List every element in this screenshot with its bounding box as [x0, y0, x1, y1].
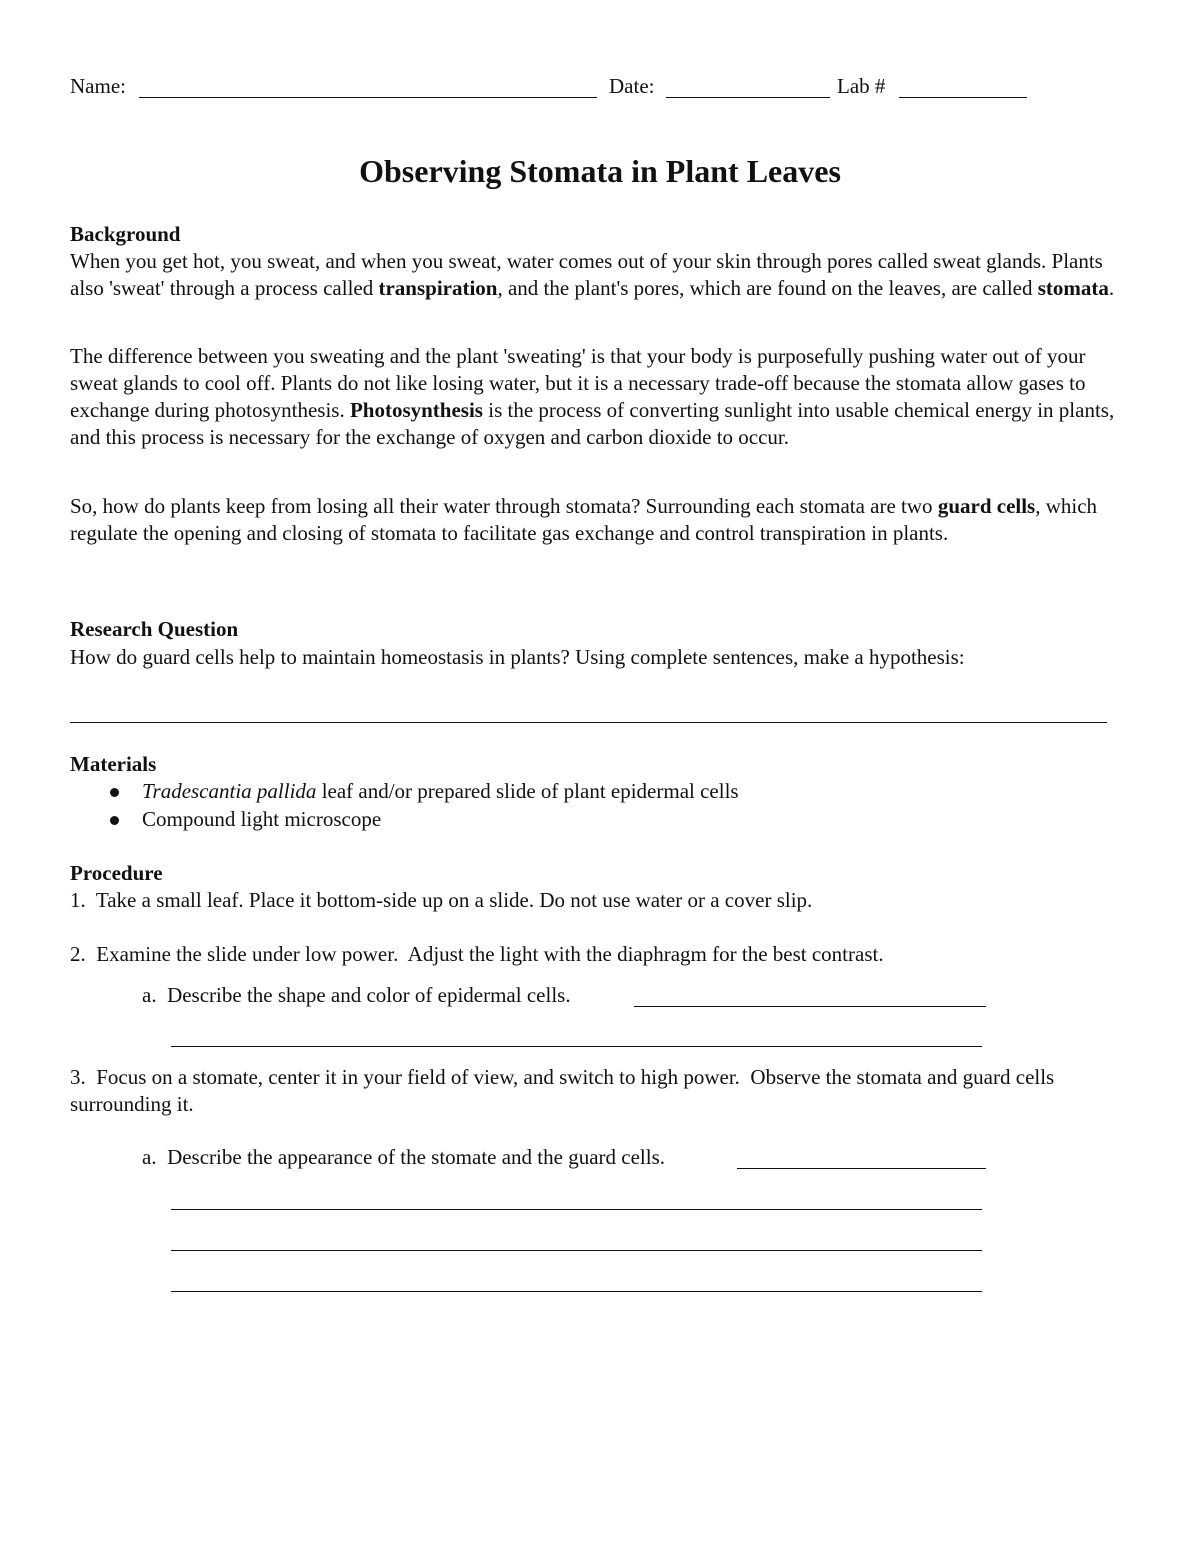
text-run: leaf and/or prepared slide of plant epidermal cells	[316, 779, 739, 803]
background-paragraph-1	[70, 248, 1130, 302]
background-heading: Background	[70, 222, 181, 246]
step-3a-answer-line[interactable]	[737, 1168, 986, 1169]
step-2a-answer-line[interactable]	[171, 1046, 982, 1047]
step-3a-answer-line[interactable]	[171, 1291, 982, 1292]
text-run: .	[1108, 276, 1115, 300]
date-label: Date:	[609, 74, 655, 98]
procedure-step-3a: a. Describe the appearance of the stomate and the guard cells.	[142, 1145, 666, 1169]
page-title: Observing Stomata in Plant Leaves	[359, 153, 841, 189]
procedure-step-2: 2. Examine the slide under low power. Adjust the light with the diaphragm for the best contrast.	[70, 942, 884, 966]
text-run: , which regulate the opening and closing of stomata to facilitate gas exchange and control transpiration in plants.	[70, 494, 1098, 545]
materials-item-microscope: Compound light microscope	[142, 807, 382, 831]
text-run: is the process of converting sunlight into usable chemical energy in plants, and this process is necessary for the exchange of oxygen and carbon dioxide to occur.	[70, 398, 1115, 449]
term-photosynthesis: Photosynthesis	[349, 398, 483, 422]
procedure-heading: Procedure	[70, 861, 163, 885]
procedure-step-3: 3. Focus on a stomate, center it in your field of view, and switch to high power. Observe the stomata and guard cells surrounding it.	[70, 1065, 1060, 1116]
bullet-icon	[110, 816, 119, 825]
term-stomata: stomata	[1037, 276, 1109, 300]
date-field[interactable]	[666, 97, 830, 98]
bullet-icon	[110, 788, 119, 797]
step-2a-answer-line[interactable]	[634, 1006, 986, 1007]
step-3a-answer-line[interactable]	[171, 1250, 982, 1251]
term-transpiration: transpiration	[378, 276, 498, 300]
name-field[interactable]	[139, 97, 597, 98]
background-paragraph-3	[70, 493, 1130, 547]
term-guard-cells: guard cells	[937, 494, 1036, 518]
text-run: The difference between you sweating and the plant 'sweating' is that your body is purposefully pushing water out of your sweat glands to cool off. Plants do not like losing water, but it is a necessary trade-off because the stomata allow gases to exchange during photosynthesis.	[70, 344, 1086, 422]
lab-number-field[interactable]	[899, 97, 1027, 98]
procedure-step-2a: a. Describe the shape and color of epidermal cells.	[142, 983, 571, 1007]
text-run: When you get hot, you sweat, and when you sweat, water comes out of your skin through pores called sweat glands. Plants also 'sweat' through a process called	[70, 249, 1103, 300]
species-name: Tradescantia pallida	[142, 779, 317, 803]
hypothesis-answer-line[interactable]	[70, 722, 1107, 723]
text-run: , and the plant's pores, which are found on the leaves, are called	[497, 276, 1038, 300]
research-question-text: How do guard cells help to maintain homeostasis in plants? Using complete sentences, make a hypothesis:	[70, 645, 965, 669]
materials-heading: Materials	[70, 752, 157, 776]
research-question-heading: Research Question	[70, 617, 239, 641]
background-paragraph-2	[70, 343, 1130, 451]
procedure-step-1: 1. Take a small leaf. Place it bottom-side up on a slide. Do not use water or a cover slip.	[70, 888, 813, 912]
step-3a-answer-line[interactable]	[171, 1209, 982, 1210]
materials-item-leaf	[142, 779, 739, 804]
name-label: Name:	[70, 74, 126, 98]
lab-label: Lab #	[837, 74, 886, 98]
text-run: So, how do plants keep from losing all their water through stomata? Surrounding each stomata are two	[70, 494, 938, 518]
